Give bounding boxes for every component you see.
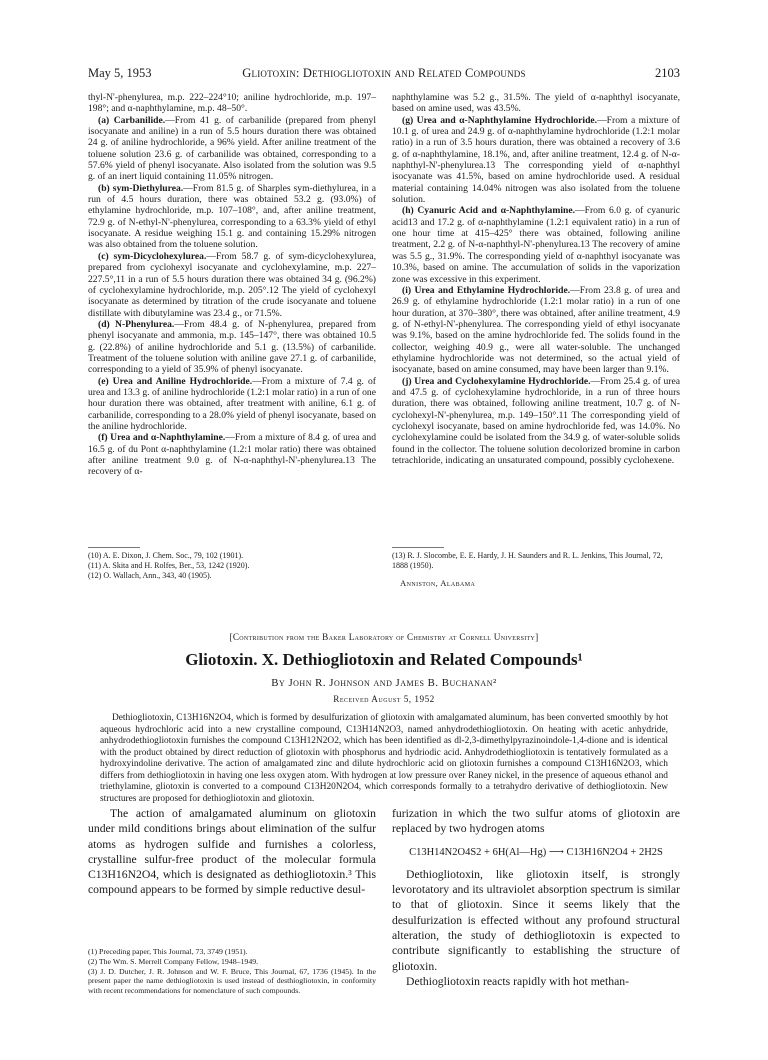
body-left-column	[88, 806, 376, 898]
footnote: (13) R. J. Slocombe, E. E. Hardy, J. H. Saunders and R. L. Jenkins, This Journal, 72, 1888 (1950).	[392, 551, 663, 571]
paragraph: (f) Urea and α-Naphthylamine.—From a mixture of 8.4 g. of urea and 16.5 g. of du Pont α-naphthylamine (1.2:1 molar ratio) there was obtained after aniline treatment 9.0 g. of N-α-naphthyl-N'-phenylurea.13 The recovery of α-	[88, 432, 377, 478]
top-left-column	[88, 92, 376, 478]
body-paragraph: furization in which the two sulfur atoms of gliotoxin are replaced by two hydrogen atoms	[392, 807, 680, 836]
abstract: Dethiogliotoxin, C13H16N2O4, which is formed by desulfurization of gliotoxin with amalgamated aluminum, has been converted smoothly by hot aqueous hydrochloric acid into a new crystalline compound, C13H14N2O3, named anhydrodethiogliotoxin. On heating with acetic anhydride, anhydrodethiogliotoxin furnishes the compound C13H12N2O2, which has been identified as dl-2,3-dimethylpyrazinoindole-1,4-dione and is identical with the product obtained by direct reduction of gliotoxin with phosphorus and hydriodic acid. Anhydrodethiogliotoxin is tentatively formulated as a hydroxyindoline derivative. The action of amalgamated zinc and dilute hydrochloric acid on gliotoxin furnishes a compound C13H16N2O3, which differs from dethiogliotoxin in having one less oxygen atom. With hydrogen at low pressure over Raney nickel, in the presence of aqueous ethanol and triethylamine, gliotoxin is converted to a compound C13H20N2O4, which corresponds formally to a tetrahydro derivative of dethiogliotoxin. New structures are proposed for dethiogliotoxin and gliotoxin.	[100, 713, 668, 804]
running-header	[88, 66, 680, 82]
contribution-line: [Contribution from the Baker Laboratory of Chemistry at Cornell University]	[229, 632, 539, 642]
footnote-rule	[88, 547, 140, 548]
footnote: (10) A. E. Dixon, J. Chem. Soc., 79, 102 (1901).	[88, 551, 244, 560]
footnotes-bottom	[88, 947, 376, 996]
header-page-number: 2103	[655, 66, 680, 80]
paragraph: naphthylamine was 5.2 g., 31.5%. The yield of α-naphthyl isocyanate, based on amine used, was 43.5%.	[392, 92, 680, 115]
paragraph: (i) Urea and Ethylamine Hydrochloride.—From 23.8 g. of urea and 26.9 g. of ethylamine hydrochloride (1.2:1 molar ratio) in a run of one hour duration, at 370–380°, there was obtained, after aniline treatment, 4.9 g. of N-ethyl-N'-phenylurea. The corresponding yield of ethyl isocyanate was 9.1%, based on the amine hydrochloride fed. The solids found in the collector, weighing 40.9 g., were all water-soluble. The unchanged ethylamine hydrochloride was not determined, so the actual yield of isocyanate, based on amine consumed, may have been larger than 9.1%.	[392, 284, 680, 376]
article-title: Gliotoxin. X. Dethiogliotoxin and Related Compounds¹	[185, 650, 583, 669]
reaction-equation: C13H14N2O4S2 + 6H(Al—Hg) ⟶ C13H16N2O4 + 2H2S	[409, 846, 663, 858]
author-address: Anniston, Alabama	[400, 578, 476, 588]
footnotes-top-left	[88, 551, 376, 582]
paragraph: (b) sym-Diethylurea.—From 81.5 g. of Sharples sym-diethylurea, in a run of 4.5 hours duration, there was obtained 53.2 g. (93.0%) of ethylamine hydrochloride, m.p. 107–108°, and, after aniline treatment, 72.9 g. of N-ethyl-N'-phenylurea, corresponding to a 63.3% yield of ethyl isocyanate. A residue weighing 15.1 g. and containing 15.29% nitrogen was also obtained from the toluene solution.	[88, 182, 377, 251]
footnotes-top-right	[392, 551, 680, 571]
body-paragraph: The action of amalgamated aluminum on gliotoxin under mild conditions brings about elimination of the sulfur atoms as hydrogen sulfide and furnishes a colorless, crystalline sulfur-free product of the molecular formula C13H16N2O4, which is designated as dethiogliotoxin.³ This compound appears to be formed by simple reductive desul-	[88, 807, 376, 897]
body-paragraph: Dethiogliotoxin, like gliotoxin itself, is strongly levorotatory and its ultraviolet absorption spectrum is similar to that of gliotoxin. Since it seems likely that the desulfurization is effected without any profound structural alteration, the study of dethiogliotoxin is expected to contribute significantly to establishing the structure of gliotoxin.	[392, 867, 680, 973]
received-date: Received August 5, 1952	[333, 694, 435, 704]
footnote-rule	[392, 547, 444, 548]
footnote: (1) Preceding paper, This Journal, 73, 3749 (1951).	[88, 947, 248, 956]
article-authors: By John R. Johnson and James B. Buchanan²	[271, 677, 497, 689]
footnote: (11) A. Skita and H. Rolfes, Ber., 53, 1242 (1920).	[88, 561, 250, 571]
paragraph: (d) N-Phenylurea.—From 48.4 g. of N-phenylurea, prepared from phenyl isocyanate and ammonia, m.p. 145–147°, there was obtained 10.5 g. (22.8%) of aniline hydrochloride and 5.1 g. (13.5%) of carbanilide. Treatment of the toluene solution with aniline gave 27.1 g. of carbanilide, corresponding to a yield of 35.9% of phenyl isocyanate.	[88, 318, 376, 376]
paragraph: (g) Urea and α-Naphthylamine Hydrochloride.—From a mixture of 10.1 g. of urea and 24.9 g. of α-naphthylamine hydrochloride (1.2:1 molar ratio) in a run of 3.5 hours duration, there was obtained a recovery of 3.6 g. of α-naphthylamine, 18.1%, and, after aniline treatment, 12.4 g. of N-α-naphthyl-N'-phenylurea.13 The corresponding yield of α-naphthyl isocyanate was 41.5%, based on amine hydrochloride used. A residual material containing 14.04% nitrogen was also isolated from the toluene solution.	[392, 114, 680, 206]
paragraph: (e) Urea and Aniline Hydrochloride.—From a mixture of 7.4 g. of urea and 13.3 g. of aniline hydrochloride (1.2:1 molar ratio) in a run of one hour duration there was obtained, after treatment with aniline, 6.1 g. of carbanilide, corresponding to a 28.0% yield of phenyl isocyanate, based on the aniline hydrochloride.	[88, 375, 376, 432]
footnote: (12) O. Wallach, Ann., 343, 40 (1905).	[88, 571, 212, 581]
header-running-title: Gliotoxin: Dethiogliotoxin and Related Compounds	[242, 66, 526, 80]
body-paragraph: Dethiogliotoxin reacts rapidly with hot methan-	[406, 974, 629, 988]
paragraph: (c) sym-Dicyclohexylurea.—From 58.7 g. of sym-dicyclohexylurea, prepared from cyclohexyl isocyanate and cyclohexylamine, m.p. 227–227.5°,11 in a run of 5.5 hours duration there was obtained 34 g. (96.2%) of cyclohexylamine hydrochloride, m.p. 205°.12 The yield of cyclohexyl isocyanate as determined by titration of the crude isocyanate and toluene distillate with dibutylamine was 23.4 g., or 71.5%.	[88, 250, 376, 319]
paragraph: thyl-N'-phenylurea, m.p. 222–224°10; aniline hydrochloride, m.p. 197–198°; and α-naphthylamine, m.p. 48–50°.	[88, 92, 376, 115]
footnote: (2) The Wm. S. Merrell Company Fellow, 1948–1949.	[88, 956, 259, 966]
footnote: (3) J. D. Dutcher, J. R. Johnson and W. F. Bruce, This Journal, 67, 1736 (1945). In the present paper the name dethiogliotoxin is used instead of desthiogliotoxin, in conformity with recent recommendations for nomenclature of such compounds.	[88, 966, 376, 996]
top-right-column	[392, 92, 680, 466]
paragraph: (j) Urea and Cyclohexylamine Hydrochloride.—From 25.4 g. of urea and 47.5 g. of cyclohexylamine hydrochloride, in a run of three hours duration, there was obtained, following aniline treatment, 10.7 g. of N-cyclohexyl-N'-phenylurea, m.p. 149–150°.11 The corresponding yield of cyclohexyl isocyanate, based on amine hydrochloride fed, was 14.0%. No cyclohexylamine could be isolated from the 34.9 g. of water-soluble solids found in the collector. The toluene solution decolorized bromine in carbon tetrachloride, indicating an unsaturated compound, possibly cyclohexene.	[392, 375, 681, 466]
paragraph: (h) Cyanuric Acid and α-Naphthylamine.—From 6.0 g. of cyanuric acid13 and 17.2 g. of α-naphthylamine (1.2:1 equivalent ratio) in a run of one hour time at 415–425° there was obtained, following aniline treatment, 2.2 g. of N-α-naphthyl-N'-phenylurea.13 The recovery of amine was 5.5 g., 31.9%. The corresponding yield of α-naphthyl isocyanate was 10.3%, based on amine. The accumulation of solids in the vaporization zone was excessive in this experiment.	[392, 205, 680, 285]
body-right-column	[392, 806, 680, 989]
header-date: May 5, 1953	[88, 66, 152, 80]
paragraph: (a) Carbanilide.—From 41 g. of carbanilide (prepared from phenyl isocyanate and aniline) in a run of 5.5 hours duration there was obtained 24 g. of aniline hydrochloride, a 96% yield. After aniline treatment of the toluene solution 23.6 g. of carbanilide was obtained, corresponding to a 57.6% yield of phenyl isocyanate. Also isolated from the solution was 9.5 g. of an inert liquid containing 11.05% nitrogen.	[88, 114, 376, 183]
